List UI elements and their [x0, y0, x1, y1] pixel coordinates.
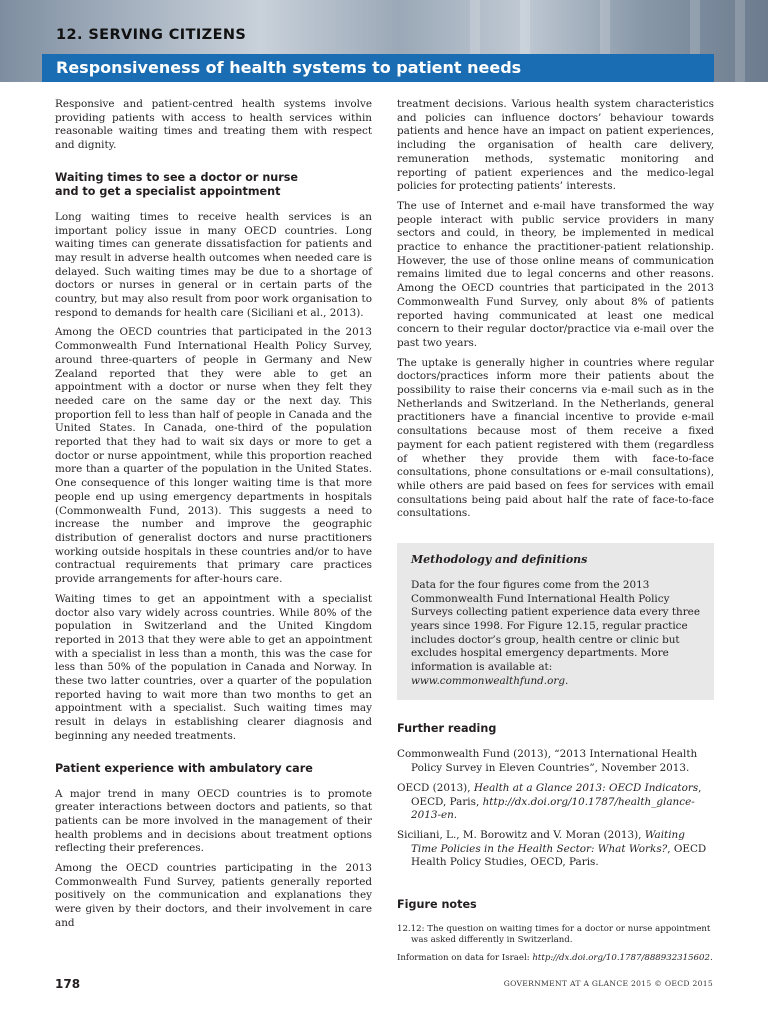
paragraph: A major trend in many OECD countries is to promote greater interactions between doctors and patients, so that patients can be more involved in the management of their health problems and in decisions about treatment options reflecting their preferences. [55, 787, 372, 855]
right-column [397, 98, 714, 970]
footer-source: GOVERNMENT AT A GLANCE 2015 © OECD 2015 [503, 979, 713, 988]
methodology-box [397, 543, 714, 700]
figure-note: 12.12: The question on waiting times for a doctor or nurse appointment was asked differently in Switzerland. [397, 924, 711, 946]
intro-paragraph: Responsive and patient-centred health systems involve providing patients with access to health services within reasonable waiting times and treating them with respect and dignity. [55, 98, 372, 152]
reference-item: Siciliani, L., M. Borowitz and V. Moran (2013), Waiting Time Policies in the Health Sector: What Works?, OECD Health Policy Studies, OECD, Paris. [397, 828, 707, 869]
heading-line-1: Waiting times to see a doctor or nurse [55, 170, 299, 184]
section-title: Responsiveness of health systems to patient needs [42, 54, 714, 82]
paragraph: The use of Internet and e-mail have transformed the way people interact with public service providers in many sectors and could, in theory, be implemented in medical practice to enhance the practitioner-patient relationship. However, the use of those online means of communication remains limited due to legal concerns and other reasons. Among the OECD countries that participated in the 2013 Commonwealth Fund Survey, only about 8% of patients reported having communicated at least one medical concern to their regular doctor/practice via e-mail over the past two years. [397, 199, 714, 349]
chapter-title: 12. SERVING CITIZENS [56, 27, 247, 43]
reference-item: Commonwealth Fund (2013), “2013 International Health Policy Survey in Eleven Countries”, November 2013. [397, 748, 698, 775]
methodology-title: Methodology and definitions [411, 553, 588, 567]
reference-item: OECD (2013), Health at a Glance 2013: OECD Indicators, OECD, Paris, http://dx.doi.org/10.1787/health_glance-2013-en. [397, 781, 702, 822]
reference-link[interactable]: http://dx.doi.org/10.1787/health_glance-2013-en [411, 795, 695, 822]
paragraph: treatment decisions. Various health system characteristics and policies can influence doctors’ behaviour towards patients and hence have an impact on patient experiences, including the organisation of health care delivery, remuneration methods, systematic monitoring and reporting of patient experiences and the medico-legal policies for protecting patients’ interests. [397, 98, 714, 193]
heading-waiting-times [55, 171, 372, 199]
paragraph: Among the OECD countries that participated in the 2013 Commonwealth Fund International Health Policy Survey, around three-quarters of people in Germany and New Zealand reported that they were able to get an appointment with a doctor or nurse when they felt they needed care on the same day or the next day. This proportion fell to less than half of people in Canada and the United States. In Canada, one-third of the population reported that they had to wait six days or more to get a doctor or nurse appointment, while this proportion reached more than a quarter of the population in the United States. One consequence of this longer waiting time is that more people end up using emergency departments in hospitals (Commonwealth Fund, 2013). This suggests a need to increase the number and improve the geographic distribution of generalist doctors and nurse practitioners working outside hospitals in these countries and/or to have contractual requirements that primary care practices provide arrangements for after-hours care. [55, 326, 372, 586]
figure-notes-heading: Figure notes [397, 898, 477, 912]
commonwealthfund-link[interactable]: www.commonwealthfund.org [411, 674, 565, 687]
left-column [55, 98, 372, 937]
further-reading-heading: Further reading [397, 722, 497, 736]
methodology-text: Data for the four figures come from the 2013 Commonwealth Fund International Health Policy Surveys collecting patient experience data every three years since 1998. For Figure 12.15, regular practice includes doctor’s group, health centre or clinic but excludes hospital emergency departments. More information is available at: www.commonwealthfund.org. [411, 578, 700, 687]
page-number: 178 [55, 977, 81, 991]
israel-data-link[interactable]: http://dx.doi.org/10.1787/888932315602 [532, 952, 710, 963]
figure-note: Information on data for Israel: http://dx.doi.org/10.1787/888932315602. [397, 952, 713, 963]
heading-line-2: and to get a specialist appointment [55, 184, 281, 198]
heading-patient-experience: Patient experience with ambulatory care [55, 761, 313, 775]
paragraph: Waiting times to get an appointment with a specialist doctor also vary widely across countries. While 80% of the population in Switzerland and the United Kingdom reported in 2013 that they were able to get an appointment with a specialist in less than a month, this was the case for less than 50% of the population in Canada and Norway. In these two latter countries, over a quarter of the population reported having to wait more than two months to get an appointment with a specialist. Such waiting times may result in delays in establishing clearer diagnosis and beginning any needed treatments. [55, 592, 372, 742]
paragraph: Long waiting times to receive health services is an important policy issue in many OECD countries. Long waiting times can generate dissatisfaction for patients and may result in adverse health outcomes when needed care is delayed. Such waiting times may be due to a shortage of doctors or nurses in general or in certain parts of the country, but may also result from poor work organisation to respond to demands for health care (Siciliani et al., 2013). [55, 210, 372, 319]
paragraph: The uptake is generally higher in countries where regular doctors/practices inform more their patients about the possibility to raise their concerns via e-mail such as in the Netherlands and Switzerland. In the Netherlands, general practitioners have a financial incentive to provide e-mail consultations because most of them receive a fixed payment for each patient registered with them (regardless of whether they provide them with face-to-face consultations, phone consultations or e-mail consultations), while others are paid based on fees for services with email consultations being paid about half the rate of face-to-face consultations. [397, 356, 714, 520]
paragraph: Among the OECD countries participating in the 2013 Commonwealth Fund Survey, patients generally reported positively on the communication and explanations they were given by their doctors, and their involvement in care and [55, 862, 372, 929]
